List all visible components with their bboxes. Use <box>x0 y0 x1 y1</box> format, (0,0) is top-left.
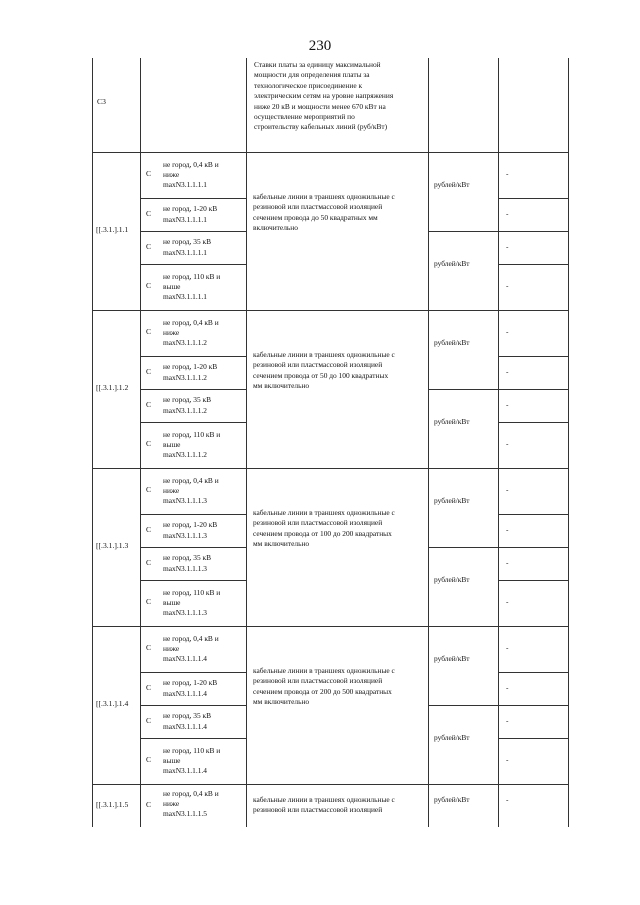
group-description-line: мм включительно <box>253 697 310 707</box>
subrow-label-line: выше <box>163 439 181 449</box>
group-code: [[.3.1.].1.1 <box>96 225 129 234</box>
subrow-letter: С <box>146 643 152 652</box>
group-code: [[.3.1.].1.2 <box>96 383 129 392</box>
unit-cell: рублей/кВт <box>434 259 470 268</box>
value-cell: - <box>506 755 509 764</box>
subrow-label-line: ниже <box>163 485 180 495</box>
value-split <box>498 514 568 515</box>
header-description-line: Ставки платы за единицу максимальной <box>254 60 381 69</box>
row-border <box>92 468 568 469</box>
column-border <box>246 58 247 827</box>
subrow-label-line: maxN3.1.1.1.4 <box>163 721 207 731</box>
final-code: [[.3.1.].1.5 <box>96 800 129 809</box>
subrow-letter: С <box>146 399 152 409</box>
subrow-border <box>140 547 246 548</box>
subrow-label-line: maxN3.1.1.1.2 <box>163 450 207 460</box>
group-description-line: сечением провода от 100 до 200 квадратных <box>253 528 392 538</box>
unit-cell: рублей/кВт <box>434 180 470 189</box>
subrow-letter: С <box>146 327 152 336</box>
value-cell: - <box>506 682 509 692</box>
subrow-border <box>140 198 246 199</box>
subrow-label-line: не город, 110 кВ и <box>163 429 221 439</box>
group-description-line: мм включительно <box>253 381 310 391</box>
subrow-label-line: maxN3.1.1.1.4 <box>163 654 207 664</box>
final-description-line: кабельные линии в траншеях одножильные с <box>253 795 395 804</box>
value-cell: - <box>506 241 509 251</box>
subrow-label-line: maxN3.1.1.1.2 <box>163 405 207 415</box>
subrow-label-line: не город, 35 кВ <box>163 553 212 563</box>
header-description-line: ниже 20 кВ и мощности менее 670 кВт на <box>254 101 386 111</box>
column-border <box>428 58 429 827</box>
column-border <box>498 58 499 827</box>
final-value: - <box>506 795 509 804</box>
subrow-label-line: ниже <box>163 169 180 179</box>
subrow-border <box>140 705 246 706</box>
group-description-line: кабельные линии в траншеях одножильные с <box>253 508 395 517</box>
subrow-label-line: maxN3.1.1.1.2 <box>163 338 207 348</box>
subrow-label-line: не город, 35 кВ <box>163 711 212 721</box>
subrow-label-line: не город, 110 кВ и <box>163 587 221 597</box>
value-cell: - <box>506 169 509 178</box>
subrow-label-line: не город, 1-20 кВ <box>163 204 218 214</box>
unit-split <box>428 389 498 390</box>
subrow-label-line: ниже <box>163 327 180 337</box>
group-description-line: резиновой или пластмассовой изоляцией <box>253 360 383 370</box>
final-letter: С <box>146 800 152 809</box>
unit-cell: рублей/кВт <box>434 733 470 742</box>
subrow-label-line: выше <box>163 597 181 607</box>
subrow-letter: С <box>146 169 152 178</box>
unit-split <box>428 705 498 706</box>
unit-cell: рублей/кВт <box>434 496 470 505</box>
subrow-letter: С <box>146 241 152 251</box>
value-cell: - <box>506 366 509 376</box>
value-cell: - <box>506 557 509 567</box>
group-description-line: резиновой или пластмассовой изоляцией <box>253 676 383 686</box>
value-cell: - <box>506 485 509 494</box>
subrow-letter: С <box>146 485 152 494</box>
subrow-label-line: maxN3.1.1.1.3 <box>163 530 207 540</box>
subrow-border <box>140 672 246 673</box>
subrow-letter: С <box>146 439 152 448</box>
subrow-letter: С <box>146 557 152 567</box>
group-description-line: мм включительно <box>253 539 310 549</box>
subrow-label-line: не город, 35 кВ <box>163 237 212 247</box>
value-cell: - <box>506 281 509 290</box>
subrow-letter: С <box>146 715 152 725</box>
value-split <box>498 672 568 673</box>
row-border <box>92 152 568 153</box>
unit-split <box>428 231 498 232</box>
group-description-line: кабельные линии в траншеях одножильные с <box>253 192 395 201</box>
subrow-label-line: maxN3.1.1.1.3 <box>163 496 207 506</box>
value-cell: - <box>506 524 509 534</box>
value-split <box>498 389 568 390</box>
value-split <box>498 547 568 548</box>
value-split <box>498 580 568 581</box>
subrow-label-line: ниже <box>163 643 180 653</box>
subrow-border <box>140 389 246 390</box>
column-border <box>568 58 569 827</box>
subrow-label-line: не город, 0,4 кВ и <box>163 317 219 327</box>
final-label-line: ниже <box>163 799 180 809</box>
unit-cell: рублей/кВт <box>434 338 470 347</box>
value-split <box>498 264 568 265</box>
group-description-line: включительно <box>253 223 298 233</box>
subrow-label-line: не город, 0,4 кВ и <box>163 159 219 169</box>
subrow-label-line: не город, 0,4 кВ и <box>163 475 219 485</box>
group-description-line: сечением провода от 50 до 100 квадратных <box>253 370 389 380</box>
value-split <box>498 198 568 199</box>
row-border <box>92 784 568 785</box>
final-description-line: резиновой или пластмассовой изоляцией <box>253 805 383 815</box>
row-border <box>92 626 568 627</box>
unit-split <box>428 547 498 548</box>
group-description-line: резиновой или пластмассовой изоляцией <box>253 518 383 528</box>
group-code: [[.3.1.].1.3 <box>96 541 129 550</box>
subrow-label-line: выше <box>163 755 181 765</box>
subrow-label-line: maxN3.1.1.1.1 <box>163 214 207 224</box>
subrow-label-line: maxN3.1.1.1.1 <box>163 180 207 190</box>
final-label-line: не город, 0,4 кВ и <box>163 789 219 798</box>
subrow-letter: С <box>146 524 152 534</box>
subrow-border <box>140 514 246 515</box>
subrow-letter: С <box>146 366 152 376</box>
group-description-line: резиновой или пластмассовой изоляцией <box>253 202 383 212</box>
value-split <box>498 705 568 706</box>
subrow-letter: С <box>146 208 152 218</box>
header-description-line: электрическим сетям на уровне напряжения <box>254 91 394 101</box>
group-code: [[.3.1.].1.4 <box>96 699 129 708</box>
final-label-line: maxN3.1.1.1.5 <box>163 809 207 819</box>
subrow-letter: С <box>146 597 152 606</box>
header-description-line: мощности для определения платы за <box>254 70 370 80</box>
subrow-border <box>140 422 246 423</box>
subrow-label-line: не город, 0,4 кВ и <box>163 633 219 643</box>
column-border <box>92 58 93 827</box>
subrow-label-line: maxN3.1.1.1.2 <box>163 372 207 382</box>
subrow-letter: С <box>146 682 152 692</box>
value-split <box>498 422 568 423</box>
value-cell: - <box>506 597 509 606</box>
subrow-border <box>140 580 246 581</box>
header-description-line: технологическое присоединение к <box>254 80 363 90</box>
value-cell: - <box>506 208 509 218</box>
subrow-label-line: не город, 110 кВ и <box>163 271 221 281</box>
value-cell: - <box>506 643 509 652</box>
value-cell: - <box>506 399 509 409</box>
group-description-line: кабельные линии в траншеях одножильные с <box>253 666 395 675</box>
header-code: С3 <box>97 97 106 106</box>
group-description-line: сечением провода до 50 квадратных мм <box>253 212 378 222</box>
subrow-label-line: выше <box>163 281 181 291</box>
value-cell: - <box>506 327 509 336</box>
subrow-border <box>140 356 246 357</box>
group-description-line: кабельные линии в траншеях одножильные с <box>253 350 395 359</box>
subrow-letter: С <box>146 755 152 764</box>
unit-cell: рублей/кВт <box>434 417 470 426</box>
value-split <box>498 356 568 357</box>
subrow-label-line: не город, 1-20 кВ <box>163 520 218 530</box>
group-description-line: сечением провода от 200 до 500 квадратных <box>253 686 392 696</box>
subrow-label-line: maxN3.1.1.1.1 <box>163 292 207 302</box>
subrow-border <box>140 264 246 265</box>
subrow-label-line: не город, 35 кВ <box>163 395 212 405</box>
unit-cell: рублей/кВт <box>434 575 470 584</box>
subrow-label-line: maxN3.1.1.1.1 <box>163 247 207 257</box>
subrow-label-line: не город, 1-20 кВ <box>163 678 218 688</box>
subrow-label-line: maxN3.1.1.1.4 <box>163 688 207 698</box>
column-border <box>140 58 141 827</box>
subrow-letter: С <box>146 281 152 290</box>
header-description-line: строительству кабельных линий (руб/кВт) <box>254 122 388 132</box>
subrow-label-line: не город, 1-20 кВ <box>163 362 218 372</box>
row-border <box>92 310 568 311</box>
value-split <box>498 738 568 739</box>
final-unit: рублей/кВт <box>434 795 470 804</box>
subrow-label-line: maxN3.1.1.1.3 <box>163 563 207 573</box>
header-description-line: осуществление мероприятий по <box>254 112 355 121</box>
unit-cell: рублей/кВт <box>434 654 470 663</box>
page-number: 230 <box>308 38 332 54</box>
subrow-label-line: maxN3.1.1.1.4 <box>163 766 207 776</box>
subrow-border <box>140 231 246 232</box>
subrow-label-line: не город, 110 кВ и <box>163 745 221 755</box>
subrow-label-line: maxN3.1.1.1.3 <box>163 608 207 618</box>
value-cell: - <box>506 715 509 725</box>
subrow-border <box>140 738 246 739</box>
value-cell: - <box>506 439 509 448</box>
value-split <box>498 231 568 232</box>
